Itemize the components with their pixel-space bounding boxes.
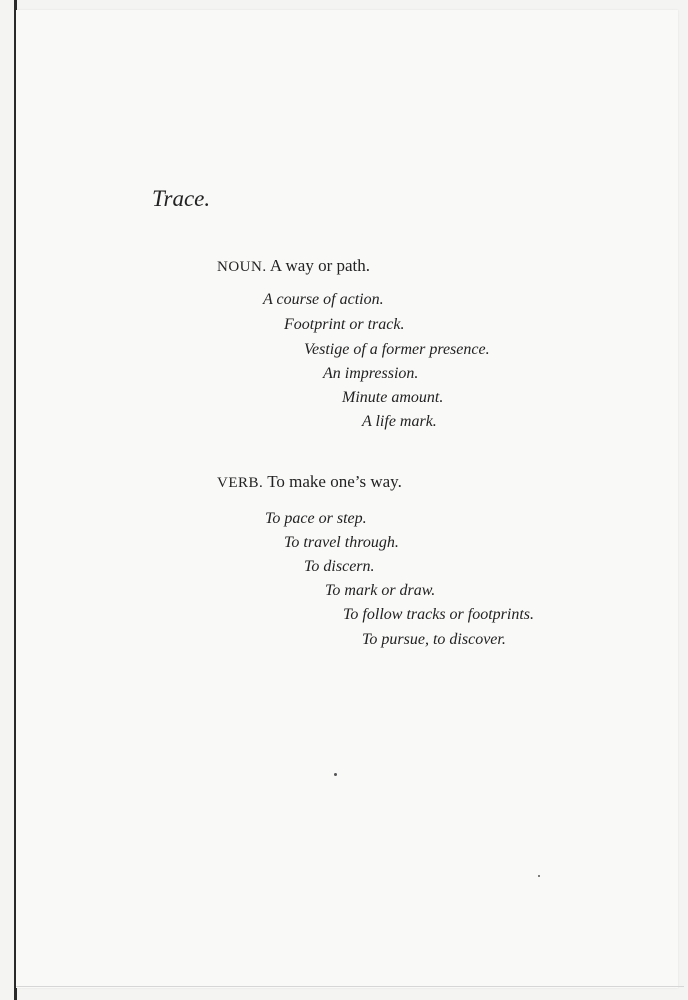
verb-definition: To pursue, to discover. [362,631,506,648]
noun-definition: Footprint or track. [284,316,405,333]
noun-definition: Minute amount. [342,389,444,406]
noun-definition: A course of action. [263,291,384,308]
verb-label: VERB. [217,475,264,491]
verb-heading [217,472,402,492]
noun-gloss: A way or path. [269,256,370,275]
noun-definition: A life mark. [362,413,437,430]
noun-definition: An impression. [323,365,419,382]
paper-speck [334,773,337,776]
verb-definition: To pace or step. [265,510,367,527]
verb-gloss: To make one’s way. [267,472,402,491]
noun-heading [217,256,370,276]
book-page [16,10,678,988]
entry-title: Trace. [152,186,211,211]
verb-definition: To follow tracks or footprints. [343,606,534,623]
paper-speck [538,875,540,877]
verb-definition: To discern. [304,558,375,575]
page-bottom-edge [16,986,684,987]
verb-definition: To travel through. [284,534,399,551]
noun-definition: Vestige of a former presence. [304,341,490,358]
noun-label: NOUN. [217,259,267,275]
verb-definition: To mark or draw. [325,582,436,599]
